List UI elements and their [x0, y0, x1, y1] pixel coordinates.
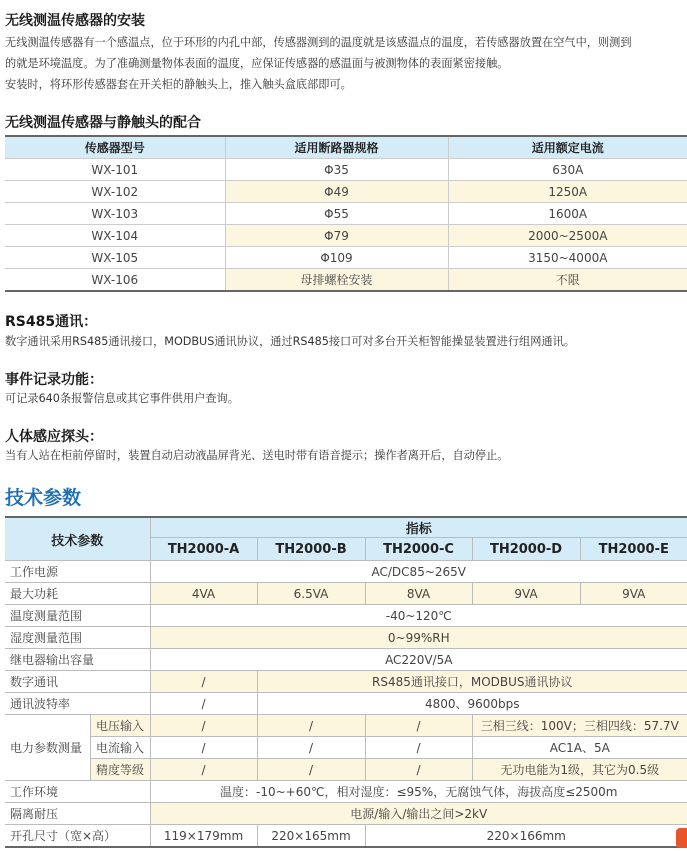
header-index: 指标	[150, 517, 687, 538]
cell: WX-103	[5, 203, 225, 225]
row-label: 最大功耗	[5, 583, 150, 605]
cell: 9VA	[580, 583, 687, 605]
table-row	[5, 671, 687, 693]
cell: Φ109	[225, 247, 448, 269]
table-row	[5, 225, 687, 247]
cell: /	[257, 715, 365, 737]
install-line: 安装时，将环形传感器套在开关柜的静触头上，推入触头盒底部即可。	[5, 78, 352, 91]
table-row	[5, 781, 687, 803]
cell: 温度：-10~+60℃，相对湿度：≤95%，无腐蚀气体，海拔高度≤2500m	[150, 781, 687, 803]
cell: 220×166mm	[365, 825, 687, 848]
model-header: TH2000-A	[150, 538, 257, 561]
cell: 119×179mm	[150, 825, 257, 848]
cell: WX-105	[5, 247, 225, 269]
tech-params-table	[5, 516, 687, 848]
row-label: 工作电源	[5, 561, 150, 583]
cell: AC/DC85~265V	[150, 561, 687, 583]
model-header: TH2000-D	[472, 538, 580, 561]
sensor-match-table	[5, 135, 687, 292]
cell: 无功电能为1级，其它为0.5级	[472, 759, 687, 781]
table-row	[5, 181, 687, 203]
cell: 三相三线：100V；三相四线：57.7V	[472, 715, 687, 737]
cell: -40~120℃	[150, 605, 687, 627]
cell: 2000~2500A	[448, 225, 687, 247]
header-cell: 适用额定电流	[448, 136, 687, 159]
table-row	[5, 159, 687, 181]
cell: Φ55	[225, 203, 448, 225]
cell: 1250A	[448, 181, 687, 203]
table-row	[5, 605, 687, 627]
cell: 4VA	[150, 583, 257, 605]
cell: Φ35	[225, 159, 448, 181]
cell: /	[365, 759, 472, 781]
cell: AC1A、5A	[472, 737, 687, 759]
event-title: 事件记录功能：	[5, 372, 103, 388]
sub-label: 电压输入	[90, 715, 150, 737]
cell: /	[150, 737, 257, 759]
table-row	[5, 203, 687, 225]
model-header: TH2000-B	[257, 538, 365, 561]
table-row	[5, 693, 687, 715]
sensor-title: 人体感应探头：	[5, 429, 103, 445]
corner-logo-icon	[676, 828, 687, 848]
cell: Φ79	[225, 225, 448, 247]
table-row	[5, 561, 687, 583]
table-row	[5, 803, 687, 825]
table-row	[5, 759, 687, 781]
cell: 1600A	[448, 203, 687, 225]
cell: 9VA	[472, 583, 580, 605]
table-row	[5, 715, 687, 737]
table-row	[5, 627, 687, 649]
table-header-row	[5, 517, 687, 538]
row-label: 温度测量范围	[5, 605, 150, 627]
cell: RS485通讯接口，MODBUS通讯协议	[257, 671, 687, 693]
cell: 6.5VA	[257, 583, 365, 605]
table-row	[5, 583, 687, 605]
install-title: 无线测温传感器的安装	[5, 13, 145, 29]
cell: WX-102	[5, 181, 225, 203]
sensor-text: 当有人站在柜前停留时，装置自动启动液晶屏背光、送电时带有语音提示；操作者离开后，自动停止。	[5, 449, 509, 462]
row-label: 继电器输出容量	[5, 649, 150, 671]
tech-title: 技术参数	[5, 487, 82, 509]
cell: WX-104	[5, 225, 225, 247]
row-label: 开孔尺寸（宽×高）	[5, 825, 150, 848]
install-line: 无线测温传感器有一个感温点，位于环形的内孔中部，传感器测到的温度就是该感温点的温度，若传感器放置在空气中，则测到	[5, 36, 632, 49]
row-label: 隔离耐压	[5, 803, 150, 825]
cell: 3150~4000A	[448, 247, 687, 269]
sub-label: 电流输入	[90, 737, 150, 759]
cell: 8VA	[365, 583, 472, 605]
install-line: 的就是环境温度。为了准确测量物体表面的温度，应保证传感器的感温面与被测物体的表面紧密接触。	[5, 57, 509, 70]
header-param: 技术参数	[5, 517, 150, 561]
cell: /	[150, 671, 257, 693]
row-label: 电力参数测量	[5, 715, 90, 781]
cell: WX-101	[5, 159, 225, 181]
model-header: TH2000-E	[580, 538, 687, 561]
table-row	[5, 737, 687, 759]
cell: 0~99%RH	[150, 627, 687, 649]
cell: /	[257, 759, 365, 781]
table-row	[5, 649, 687, 671]
cell: /	[150, 715, 257, 737]
cell: /	[365, 737, 472, 759]
cell: /	[150, 759, 257, 781]
table-header-row	[5, 136, 687, 159]
header-cell: 适用断路器规格	[225, 136, 448, 159]
cell: /	[257, 737, 365, 759]
table-row	[5, 247, 687, 269]
cell: 4800、9600bps	[257, 693, 687, 715]
cell: /	[150, 693, 257, 715]
cell: 电源/输入/输出之间>2kV	[150, 803, 687, 825]
cell: 220×165mm	[257, 825, 365, 848]
cell: 不限	[448, 269, 687, 292]
row-label: 湿度测量范围	[5, 627, 150, 649]
cell: WX-106	[5, 269, 225, 292]
table-row	[5, 825, 687, 848]
cell: Φ49	[225, 181, 448, 203]
row-label: 数字通讯	[5, 671, 150, 693]
rs485-text: 数字通讯采用RS485通讯接口，MODBUS通讯协议，通过RS485接口可对多台开关柜智能操显装置进行组网通讯。	[5, 335, 575, 348]
row-label: 工作环境	[5, 781, 150, 803]
cell: AC220V/5A	[150, 649, 687, 671]
cell: 630A	[448, 159, 687, 181]
header-cell: 传感器型号	[5, 136, 225, 159]
event-text: 可记录640条报警信息或其它事件供用户查询。	[5, 392, 239, 405]
rs485-title: RS485通讯：	[5, 314, 98, 330]
cell: 母排螺栓安装	[225, 269, 448, 292]
match-title: 无线测温传感器与静触头的配合	[5, 115, 201, 131]
cell: /	[365, 715, 472, 737]
sub-label: 精度等级	[90, 759, 150, 781]
table-row	[5, 269, 687, 292]
model-header: TH2000-C	[365, 538, 472, 561]
row-label: 通讯波特率	[5, 693, 150, 715]
